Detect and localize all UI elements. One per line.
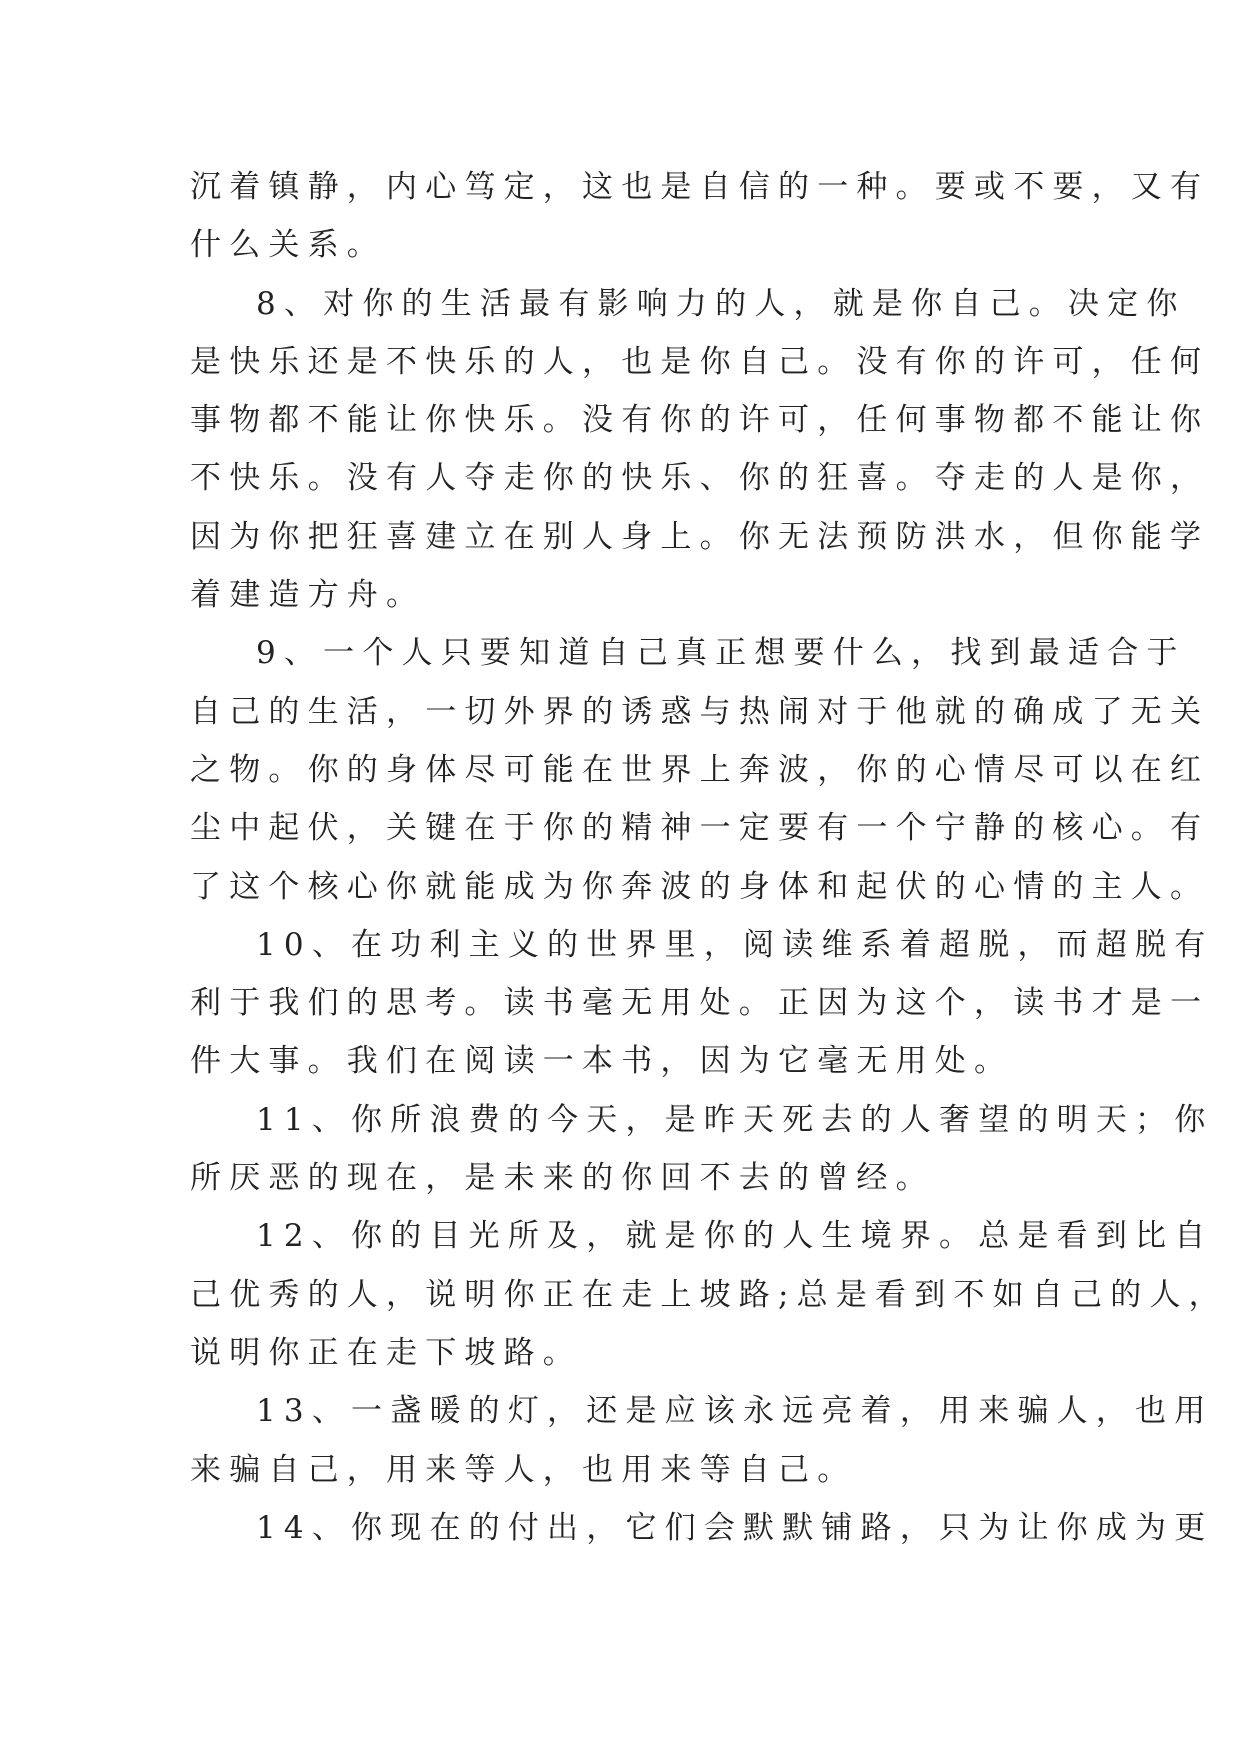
text-line: 尘中起伏，关键在于你的精神一定要有一个宁静的核心。有: [190, 810, 1210, 847]
paragraph-first-line: 9、一个人只要知道自己真正想要什么，找到最适合于: [256, 635, 1186, 672]
text-line: 事物都不能让你快乐。没有你的许可，任何事物都不能让你: [190, 402, 1210, 439]
text-line: 着建造方舟。: [190, 577, 426, 614]
document-body: [190, 158, 1228, 1557]
text-line: 自己的生活，一切外界的诱惑与热闹对于他就的确成了无关: [190, 693, 1210, 730]
paragraph-first-line: 8、对你的生活最有影响力的人，就是你自己。决定你: [256, 285, 1186, 322]
text-line: 了这个核心你就能成为你奔波的身体和起伏的心情的主人。: [190, 868, 1210, 905]
paragraph-first-line: 11、你所浪费的今天，是昨天死去的人奢望的明天；你: [256, 1101, 1214, 1138]
text-line: 所厌恶的现在，是未来的你回不去的曾经。: [190, 1160, 935, 1197]
text-line: 说明你正在走下坡路。: [190, 1334, 582, 1371]
text-line: 是快乐还是不快乐的人，也是你自己。没有你的许可，任何: [190, 343, 1210, 380]
text-line: 不快乐。没有人夺走你的快乐、你的狂喜。夺走的人是你，: [190, 460, 1210, 497]
paragraph-first-line: 10、在功利主义的世界里，阅读维系着超脱，而超脱有: [256, 926, 1214, 963]
text-line: 沉着镇静，内心笃定，这也是自信的一种。要或不要，又有: [190, 169, 1210, 205]
text-line: 之物。你的身体尽可能在世界上奔波，你的心情尽可以在红: [190, 751, 1210, 788]
text-line: 因为你把狂喜建立在别人身上。你无法预防洪水，但你能学: [190, 518, 1210, 555]
paragraph-first-line: 14、你现在的付出，它们会默默铺路，只为让你成为更: [256, 1509, 1214, 1546]
text-line: 来骗自己，用来等人，也用来等自己。: [190, 1451, 857, 1488]
paragraph-first-line: 12、你的目光所及，就是你的人生境界。总是看到比自: [256, 1218, 1214, 1255]
text-line: 利于我们的思考。读书毫无用处。正因为这个，读书才是一: [190, 985, 1210, 1022]
text-line: 己优秀的人，说明你正在走上坡路;总是看到不如自己的人，: [190, 1276, 1228, 1313]
text-line: 什么关系。: [190, 227, 386, 264]
paragraph-first-line: 13、一盏暖的灯，还是应该永远亮着，用来骗人，也用: [256, 1393, 1214, 1430]
text-line: 件大事。我们在阅读一本书，因为它毫无用处。: [190, 1043, 1014, 1080]
